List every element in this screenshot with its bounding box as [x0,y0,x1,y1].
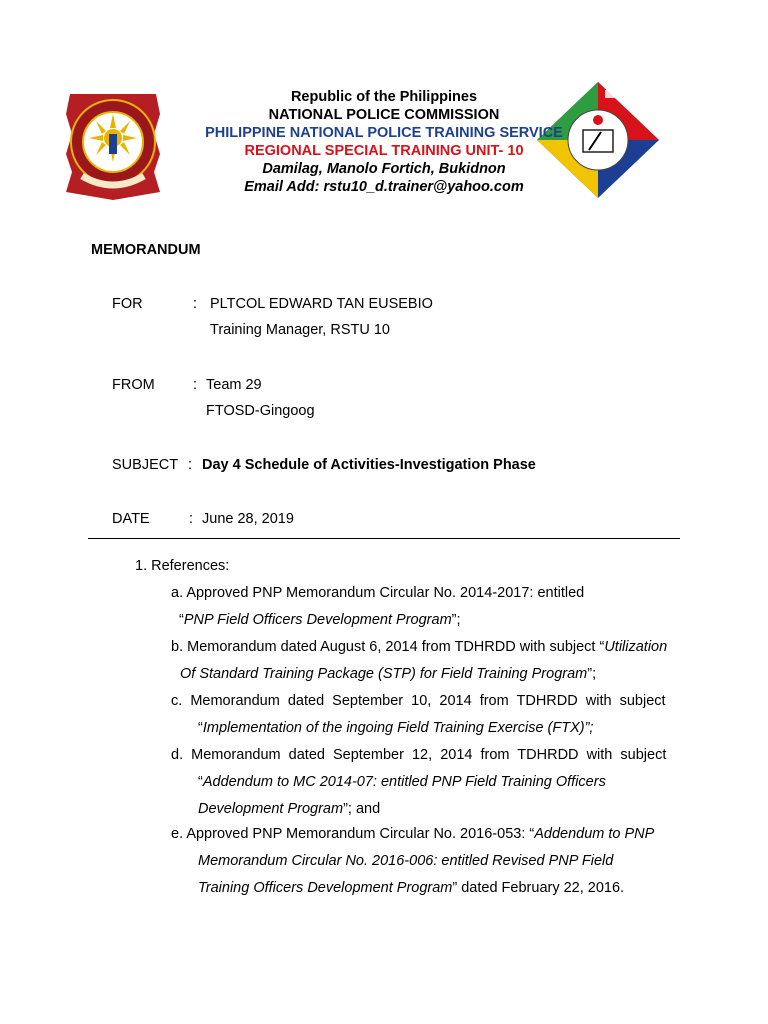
memo-from [0,372,768,432]
memo-date [0,506,768,534]
for-name: PLTCOL EDWARD TAN EUSEBIO [210,296,433,312]
header-rstu: REGIONAL SPECIAL TRAINING UNIT- 10 [244,143,524,159]
for-label: FOR [112,296,143,312]
reference-c-line2: “Implementation of the ingoing Field Training Exercise (FTX)”; [198,720,594,736]
reference-e-line3: Training Officers Development Program” dated February 22, 2016. [198,880,625,896]
memo-title: MEMORANDUM [91,242,201,258]
header-pnpts: PHILIPPINE NATIONAL POLICE TRAINING SERVICE [205,125,563,141]
references-heading: 1. References: [135,558,230,574]
reference-e [171,821,679,902]
header-napolcom: NATIONAL POLICE COMMISSION [268,107,500,123]
header-divider [88,538,680,539]
subject-label: SUBJECT [112,457,179,473]
from-team: Team 29 [206,377,262,393]
header-email: Email Add: rstu10_d.trainer@yahoo.com [244,179,524,195]
letterhead [150,88,618,196]
reference-d-line3: Development Program”; and [198,801,381,817]
subject-value: Day 4 Schedule of Activities-Investigation Phase [202,457,536,473]
date-value: June 28, 2019 [202,511,294,527]
memo-for [0,291,768,351]
date-colon: : [189,511,194,527]
reference-c-line1: c. Memorandum dated September 10, 2014 from TDHRDD with subject [171,693,666,709]
reference-a-line1: a. Approved PNP Memorandum Circular No. 2014-2017: entitled [171,585,585,601]
reference-a [171,580,679,634]
reference-d-line2: “Addendum to MC 2014-07: entitled PNP Field Training Officers [198,774,606,790]
reference-b [171,634,679,688]
from-colon: : [193,377,198,393]
from-label: FROM [112,377,155,393]
reference-a-line2: “PNP Field Officers Development Program”; [179,612,461,628]
subject-colon: : [188,457,193,473]
reference-b-line2: Of Standard Training Package (STP) for Field Training Program”; [180,666,597,682]
reference-d [171,742,679,823]
header-republic: Republic of the Philippines [290,89,478,105]
memo-subject [0,452,768,480]
for-position: Training Manager, RSTU 10 [210,322,390,338]
header-address: Damilag, Manolo Fortich, Bukidnon [262,161,506,177]
reference-b-line1: b. Memorandum dated August 6, 2014 from TDHRDD with subject “Utilization [171,639,668,655]
for-colon: : [193,296,198,312]
reference-e-line1: e. Approved PNP Memorandum Circular No. 2016-053: “Addendum to PNP [171,826,655,842]
from-unit: FTOSD-Gingoog [206,403,315,419]
reference-c [171,688,679,742]
date-label: DATE [112,511,150,527]
reference-d-line1: d. Memorandum dated September 12, 2014 from TDHRDD with subject [171,747,667,763]
reference-e-line2: Memorandum Circular No. 2016-006: entitled Revised PNP Field [198,853,614,869]
